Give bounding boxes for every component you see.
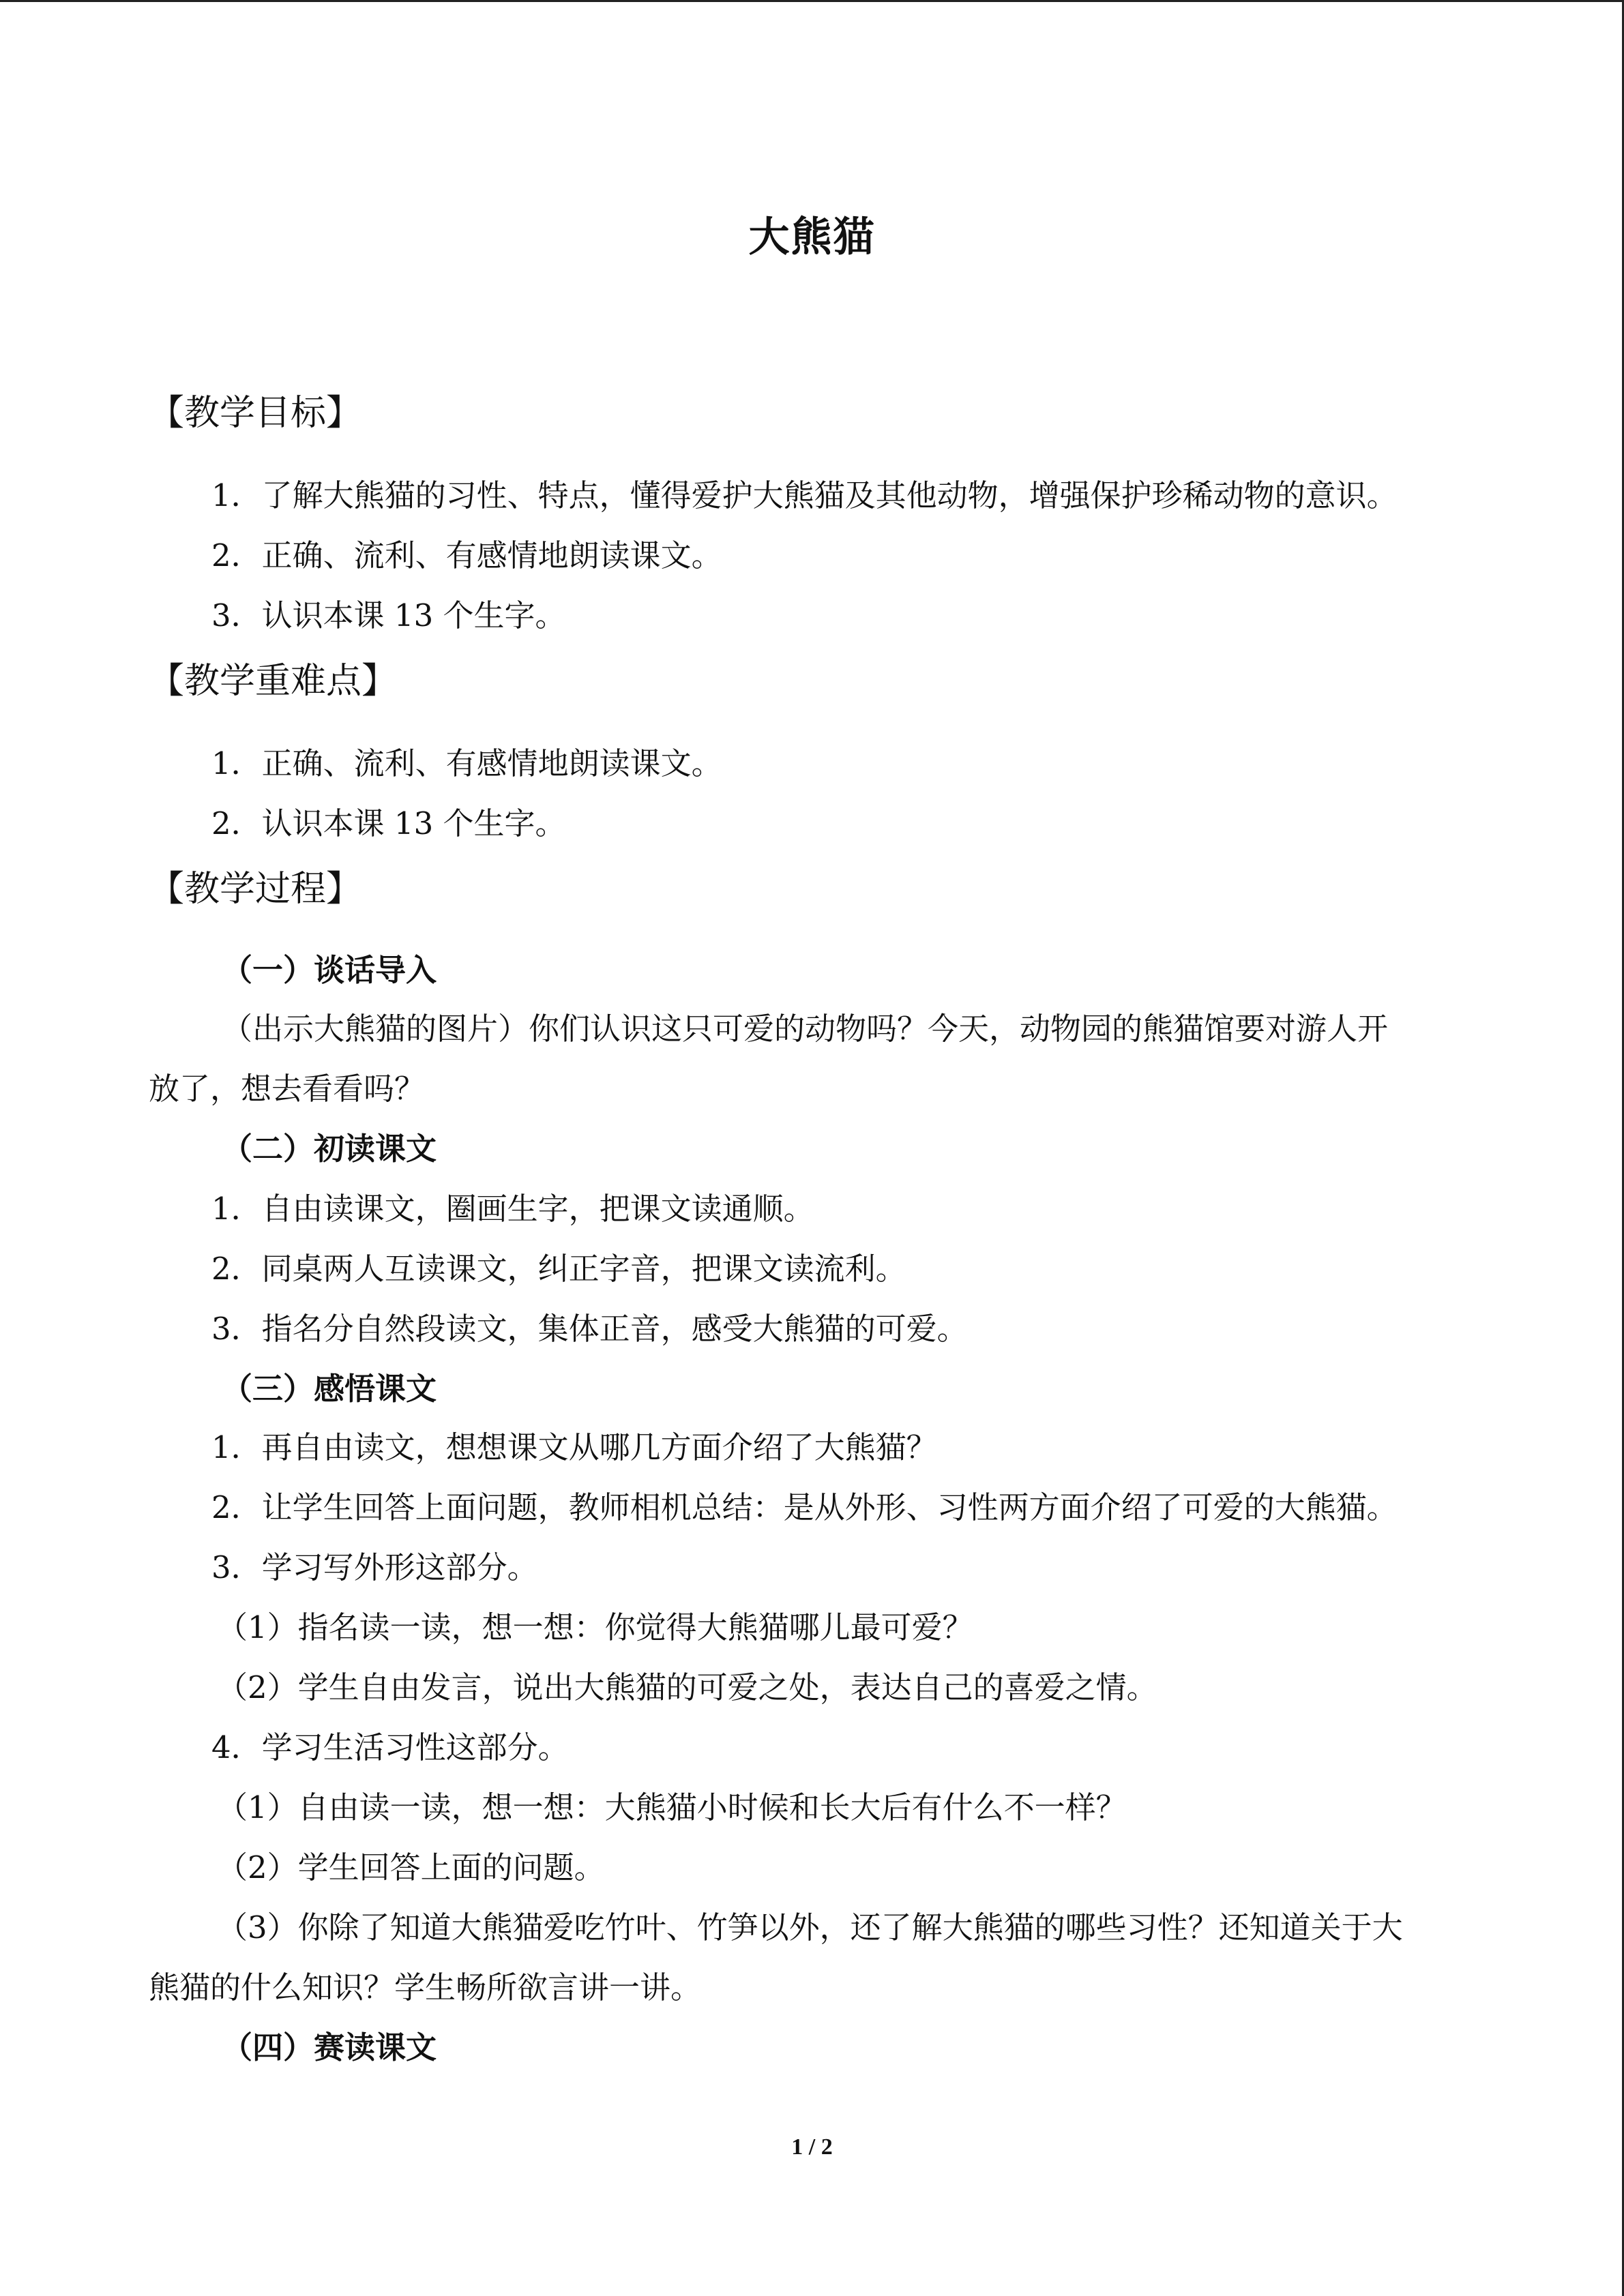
goal-item: 2．正确、流利、有感情地朗读课文。 — [211, 537, 722, 573]
page-title: 大熊猫 — [748, 213, 876, 261]
list-item: （2）学生自由发言，说出大熊猫的可爱之处，表达自己的喜爱之情。 — [217, 1669, 1157, 1705]
process-part-title: （一）谈话导入 — [222, 952, 437, 988]
goal-item: 1．了解大熊猫的习性、特点，懂得爱护大熊猫及其他动物，增强保护珍稀动物的意识。 — [211, 477, 1398, 513]
list-item: 1．再自由读文，想想课文从哪几方面介绍了大熊猫？ — [211, 1429, 937, 1465]
process-part-title: （二）初读课文 — [222, 1131, 437, 1167]
list-item: 1．自由读课文，圈画生字，把课文读通顺。 — [211, 1191, 814, 1227]
process-part-title: （三）感悟课文 — [222, 1371, 437, 1407]
list-item: 4．学习生活习性这部分。 — [211, 1729, 569, 1765]
paragraph-line: （3）你除了知道大熊猫爱吃竹叶、竹笋以外，还了解大熊猫的哪些习性？还知道关于大 — [217, 1909, 1403, 1945]
list-item: （2）学生回答上面的问题。 — [217, 1849, 605, 1885]
section-heading-process: 【教学过程】 — [149, 869, 362, 910]
key-point-item: 1．正确、流利、有感情地朗读课文。 — [211, 745, 722, 781]
list-item: 2．让学生回答上面问题，教师相机总结：是从外形、习性两方面介绍了可爱的大熊猫。 — [211, 1489, 1398, 1525]
list-item: （1）自由读一读，想一想：大熊猫小时候和长大后有什么不一样？ — [217, 1789, 1127, 1825]
section-heading-key-points: 【教学重难点】 — [149, 661, 398, 702]
key-point-item: 2．认识本课 13 个生字。 — [211, 805, 566, 841]
paragraph-line: 熊猫的什么知识？学生畅所欲言讲一讲。 — [149, 1969, 702, 2006]
process-part-title: （四）赛读课文 — [222, 2029, 437, 2066]
list-item: 3．指名分自然段读文，集体正音，感受大熊猫的可爱。 — [211, 1311, 968, 1347]
list-item: 3．学习写外形这部分。 — [211, 1549, 538, 1585]
list-item: （1）指名读一读，想一想：你觉得大熊猫哪儿最可爱？ — [217, 1609, 973, 1645]
paragraph-line: 放了，想去看看吗？ — [149, 1071, 426, 1107]
page-number: 1 / 2 — [791, 2134, 833, 2160]
list-item: 2．同桌两人互读课文，纠正字音，把课文读流利。 — [211, 1251, 906, 1287]
section-heading-goals: 【教学目标】 — [149, 393, 362, 434]
goal-item: 3．认识本课 13 个生字。 — [211, 597, 566, 633]
paragraph-line: （出示大熊猫的图片）你们认识这只可爱的动物吗？今天，动物园的熊猫馆要对游人开 — [222, 1011, 1389, 1047]
